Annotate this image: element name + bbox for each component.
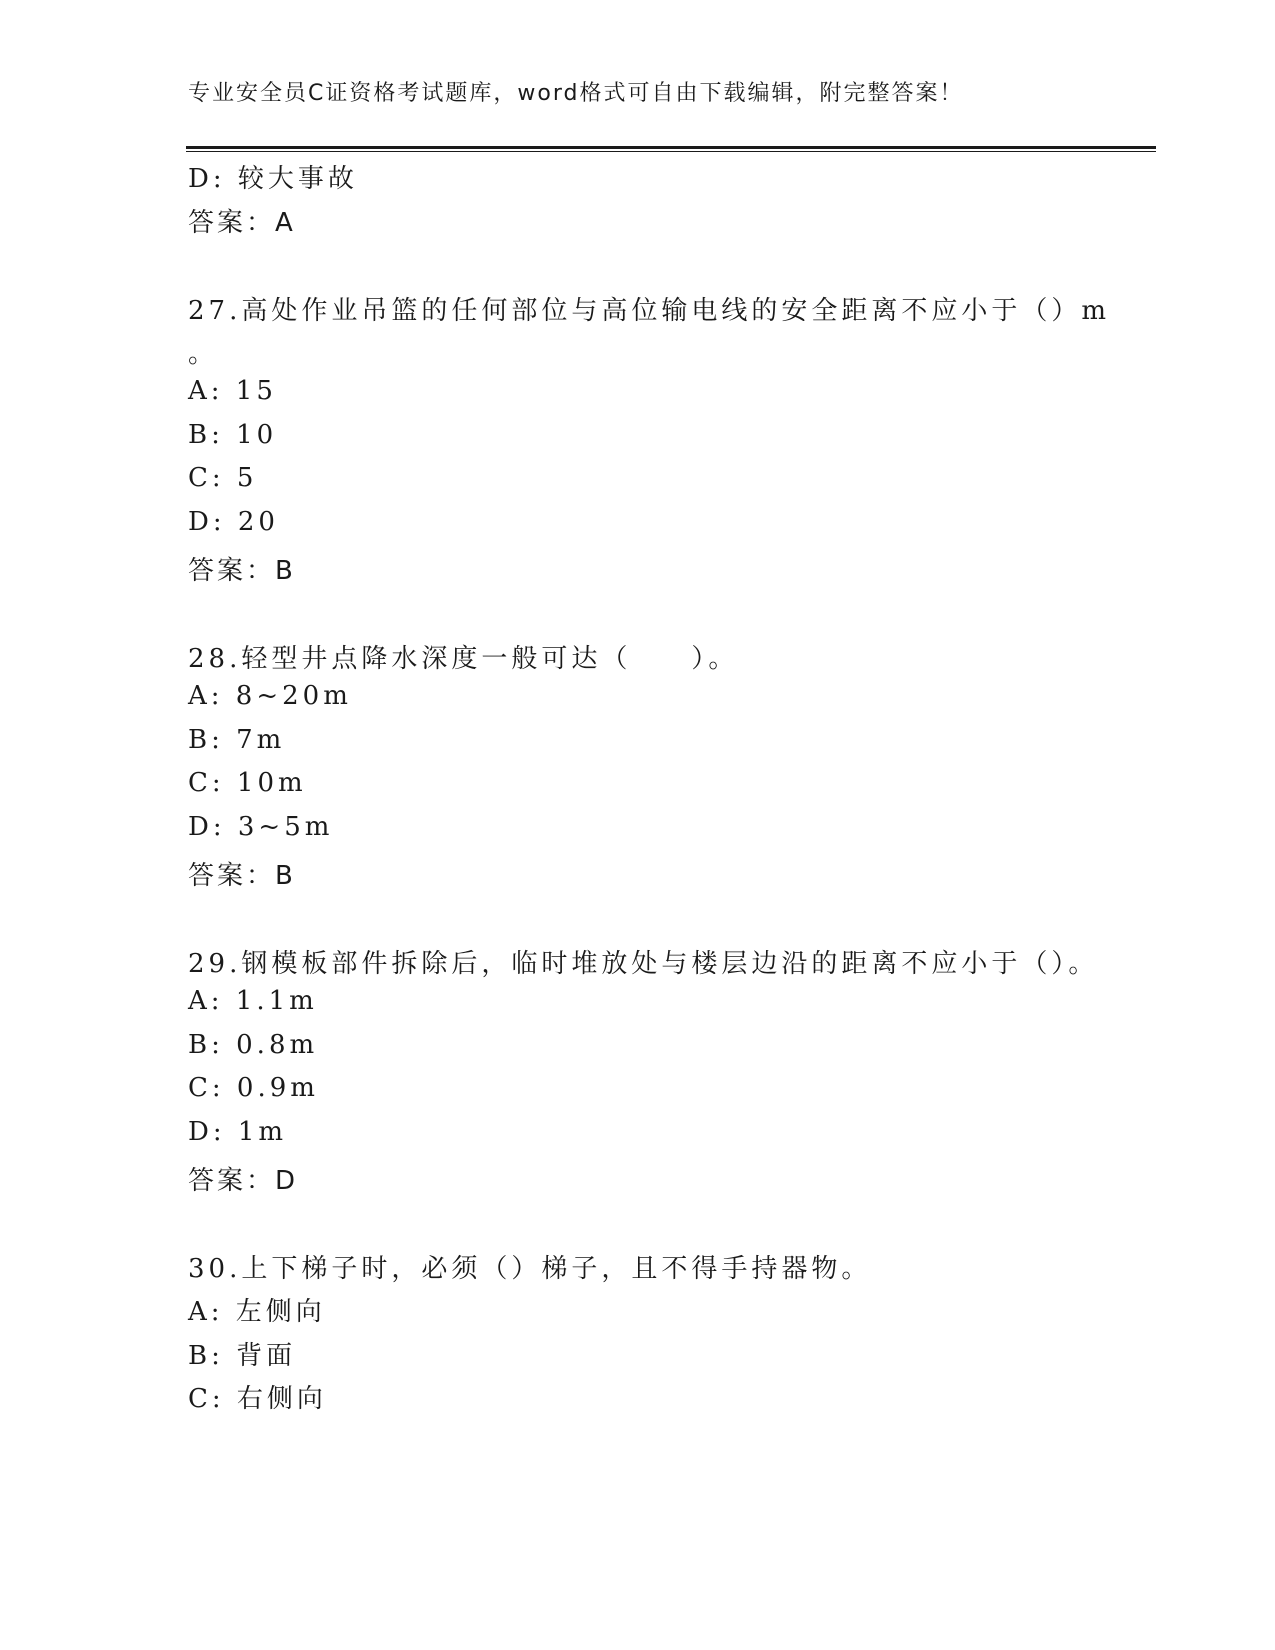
q30-option-b: B: 背面 xyxy=(188,1341,297,1371)
q30-stem: 30.上下梯子时，必须（）梯子，且不得手持器物。 xyxy=(188,1254,872,1284)
header-rule-thick xyxy=(186,146,1156,149)
q27-stem-cont: 。 xyxy=(188,339,219,369)
q30-option-a: A: 左侧向 xyxy=(188,1297,326,1327)
q28-option-d: D: 3~5m xyxy=(188,812,334,842)
prev-answer: 答案：A xyxy=(188,208,296,238)
q29-option-c: C: 0.9m xyxy=(188,1073,319,1103)
q28-stem: 28.轻型井点降水深度一般可达（ ）。 xyxy=(188,644,739,674)
q27-option-c: C: 5 xyxy=(188,463,258,493)
q28-option-b: B: 7m xyxy=(188,725,286,755)
q28-option-a: A: 8~20m xyxy=(188,681,352,711)
q29-option-a: A: 1.1m xyxy=(188,986,318,1016)
q27-option-a: A: 15 xyxy=(188,376,277,406)
q27-option-d: D: 20 xyxy=(188,507,279,537)
header-rule-thin xyxy=(186,151,1156,152)
q27-stem: 27.高处作业吊篮的任何部位与高位输电线的安全距离不应小于（）m xyxy=(188,296,1111,326)
q29-stem: 29.钢模板部件拆除后，临时堆放处与楼层边沿的距离不应小于（）。 xyxy=(188,949,1099,979)
q29-option-b: B: 0.8m xyxy=(188,1030,319,1060)
q29-answer: 答案：D xyxy=(188,1166,299,1196)
q28-option-c: C: 10m xyxy=(188,768,307,798)
q27-option-b: B: 10 xyxy=(188,420,278,450)
document-header: 专业安全员C证资格考试题库，word格式可自由下载编辑，附完整答案！ xyxy=(188,81,964,106)
q30-option-c: C: 右侧向 xyxy=(188,1384,327,1414)
q27-answer: 答案：B xyxy=(188,556,296,586)
q28-answer: 答案：B xyxy=(188,861,296,891)
prev-option-d: D: 较大事故 xyxy=(188,164,358,194)
q29-option-d: D: 1m xyxy=(188,1117,288,1147)
